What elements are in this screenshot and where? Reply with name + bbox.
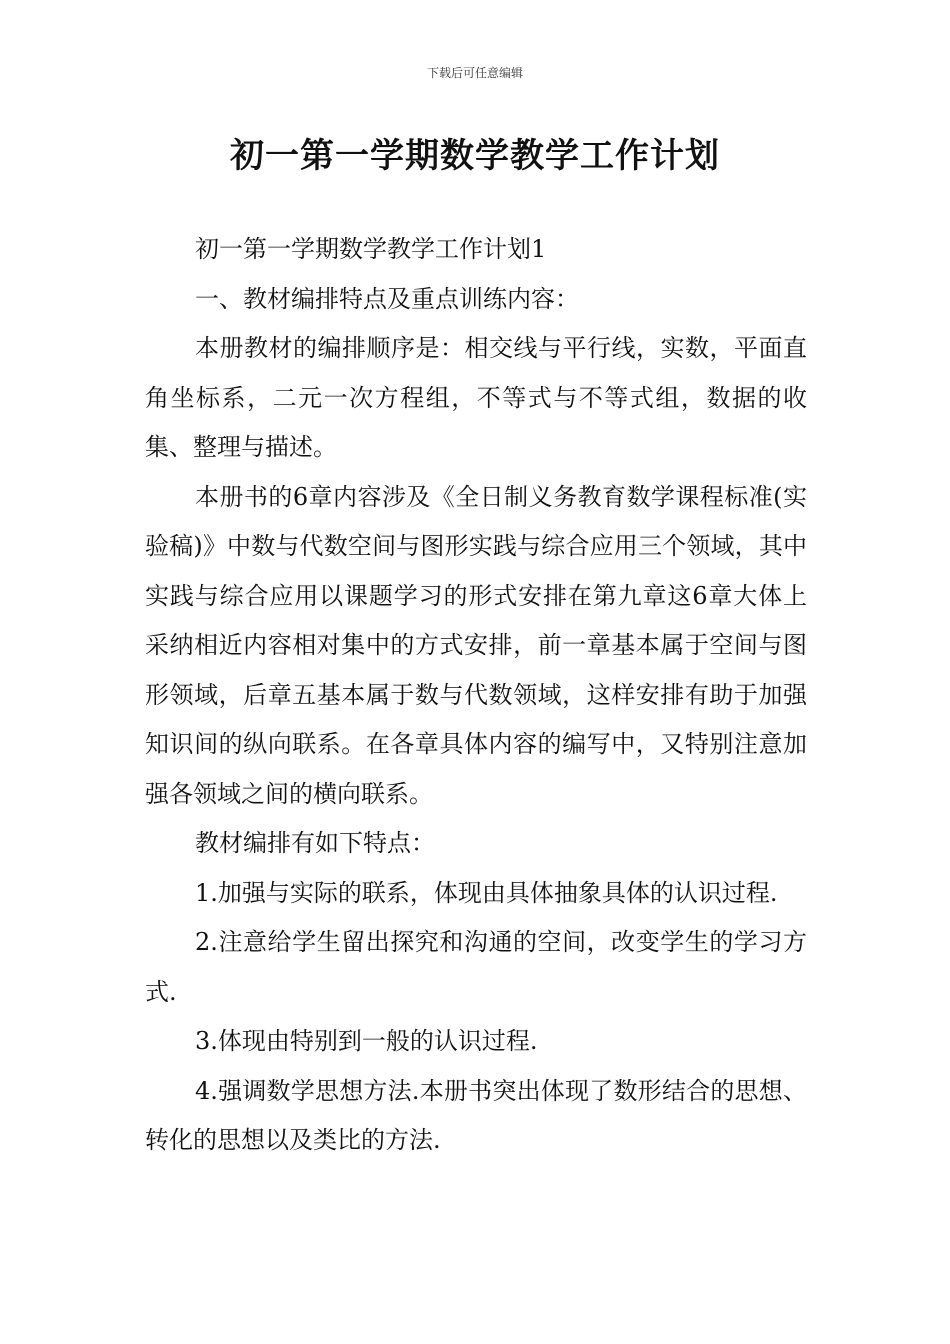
paragraph-feature-1: 1.加强与实际的联系，体现由具体抽象具体的认识过程. — [195, 878, 778, 907]
paragraph-heading: 初一第一学期数学教学工作计划1 — [195, 235, 547, 263]
paragraph-feature-4: 4.强调数学思想方法.本册书突出体现了数形结合的思想、转化的思想以及类比的方法. — [145, 1076, 807, 1154]
document-body — [145, 225, 807, 1166]
paragraph-feature-2: 2.注意给学生留出探究和沟通的空间，改变学生的学习方式. — [145, 928, 807, 1006]
paragraph-feature-3: 3.体现由特别到一般的认识过程. — [195, 1027, 538, 1055]
document-title: 初一第一学期数学教学工作计划 — [230, 136, 720, 176]
paragraph-features-intro: 教材编排有如下特点： — [195, 829, 435, 857]
header-note: 下载后可任意编辑 — [426, 66, 523, 80]
paragraph-chapters: 本册书的6章内容涉及《全日制义务教育数学课程标准(实验稿)》中数与代数空间与图形实践与综合应用三个领域，其中实践与综合应用以课题学习的形式安排在第九章这6章大体上采纳相近内容相对集中的方式安排，前一章基本属于空间与图形领域，后章五基本属于数与代数领域，这样安排有助于加强知识间的纵向联系。在各章具体内容的编写中，又特别注意加强各领域之间的横向联系。 — [145, 482, 807, 808]
paragraph-order: 本册教材的编排顺序是：相交线与平行线，实数，平面直角坐标系，二元一次方程组，不等式与不等式组，数据的收集、整理与描述。 — [145, 334, 807, 461]
paragraph-section-title: 一、教材编排特点及重点训练内容： — [195, 284, 579, 313]
